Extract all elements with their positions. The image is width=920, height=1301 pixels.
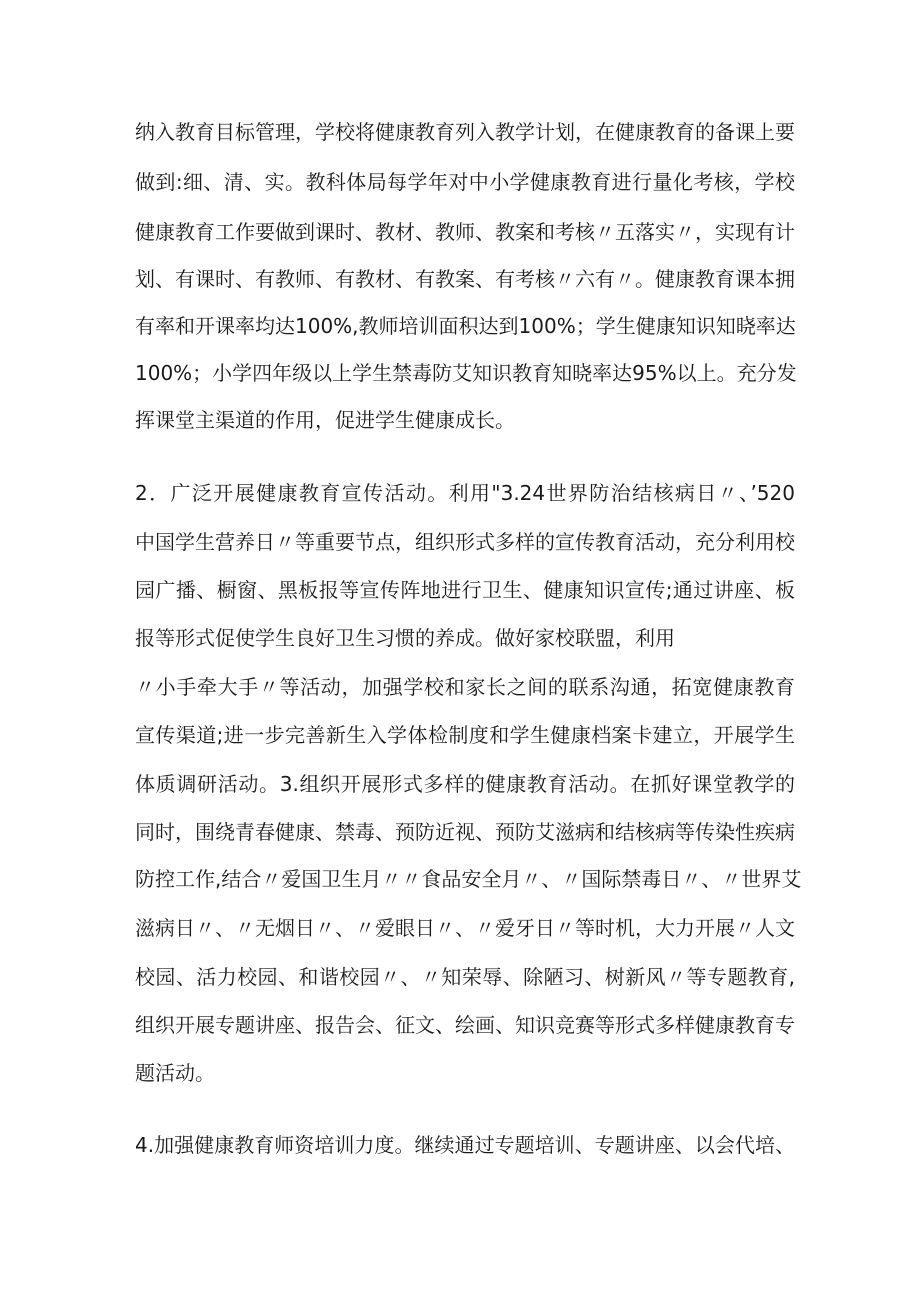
paragraph-2-line-5: 〃小手牵大手〃等活动，加强学校和家长之间的联系沟通，拓宽健康教育 [135,675,795,699]
paragraph-2-line-7: 体质调研活动。3.组织开展形式多样的健康教育活动。在抓好课堂教学的 [135,772,795,796]
paragraph-2-line-10: 滋病日〃、〃无烟日〃、〃爱眼日〃、〃爱牙日〃等时机，大力开展〃人文 [135,916,795,940]
paragraph-2-line-4: 报等形式促使学生良好卫生习惯的养成。做好家校联盟，利用 [135,626,675,650]
paragraph-2-line-12: 组织开展专题讲座、报告会、征文、绘画、知识竞赛等形式多样健康教育专 [135,1013,795,1037]
paragraph-1-line-4: 划、有课时、有教师、有教材、有教案、有考核〃六有〃。健康教育课本拥 [135,267,795,291]
paragraph-3-line-1: 4.加强健康教育师资培训力度。继续通过专题培训、专题讲座、以会代培、 [135,1133,795,1157]
paragraph-2-line-9: 防控工作,结合〃爱国卫生月〃〃食品安全月〃、〃国际禁毒日〃、〃世界艾 [135,867,802,891]
paragraph-2-line-2: 中国学生营养日〃等重要节点，组织形式多样的宣传教育活动，充分利用校 [135,530,795,554]
paragraph-2-line-6: 宣传渠道;进一步完善新生入学体检制度和学生健康档案卡建立，开展学生 [135,723,795,747]
paragraph-1-line-6: 100%；小学四年级以上学生禁毒防艾知识教育知晓率达95%以上。充分发 [135,361,797,385]
paragraph-2-line-1: 2．广泛开展健康教育宣传活动。利用"3.24世界防治结核病日〃、’520 [135,481,795,505]
paragraph-2-line-8: 同时，围绕青春健康、禁毒、预防近视、预防艾滋病和结核病等传染性疾病 [135,820,795,844]
paragraph-2-line-3: 园广播、橱窗、黑板报等宣传阵地进行卫生、健康知识宣传;通过讲座、板 [135,578,795,602]
paragraph-1-line-2: 做到:细、清、实。教科体局每学年对中小学健康教育进行量化考核，学校 [135,170,795,194]
paragraph-2-line-13: 题活动。 [135,1061,215,1085]
paragraph-1-line-1: 纳入教育目标管理，学校将健康教育列入教学计划，在健康教育的备课上要 [135,120,795,144]
paragraph-1-line-5: 有率和开课率均达100%,教师培训面积达到100%；学生健康知识知晓率达 [135,314,796,338]
paragraph-1-line-3: 健康教育工作要做到课时、教材、教师、教案和考核〃五落实〃，实现有计 [135,220,795,244]
paragraph-2-line-11: 校园、活力校园、和谐校园〃、〃知荣辱、除陋习、树新风〃等专题教育, [135,965,795,989]
paragraph-1-line-7: 挥课堂主渠道的作用，促进学生健康成长。 [135,408,515,432]
